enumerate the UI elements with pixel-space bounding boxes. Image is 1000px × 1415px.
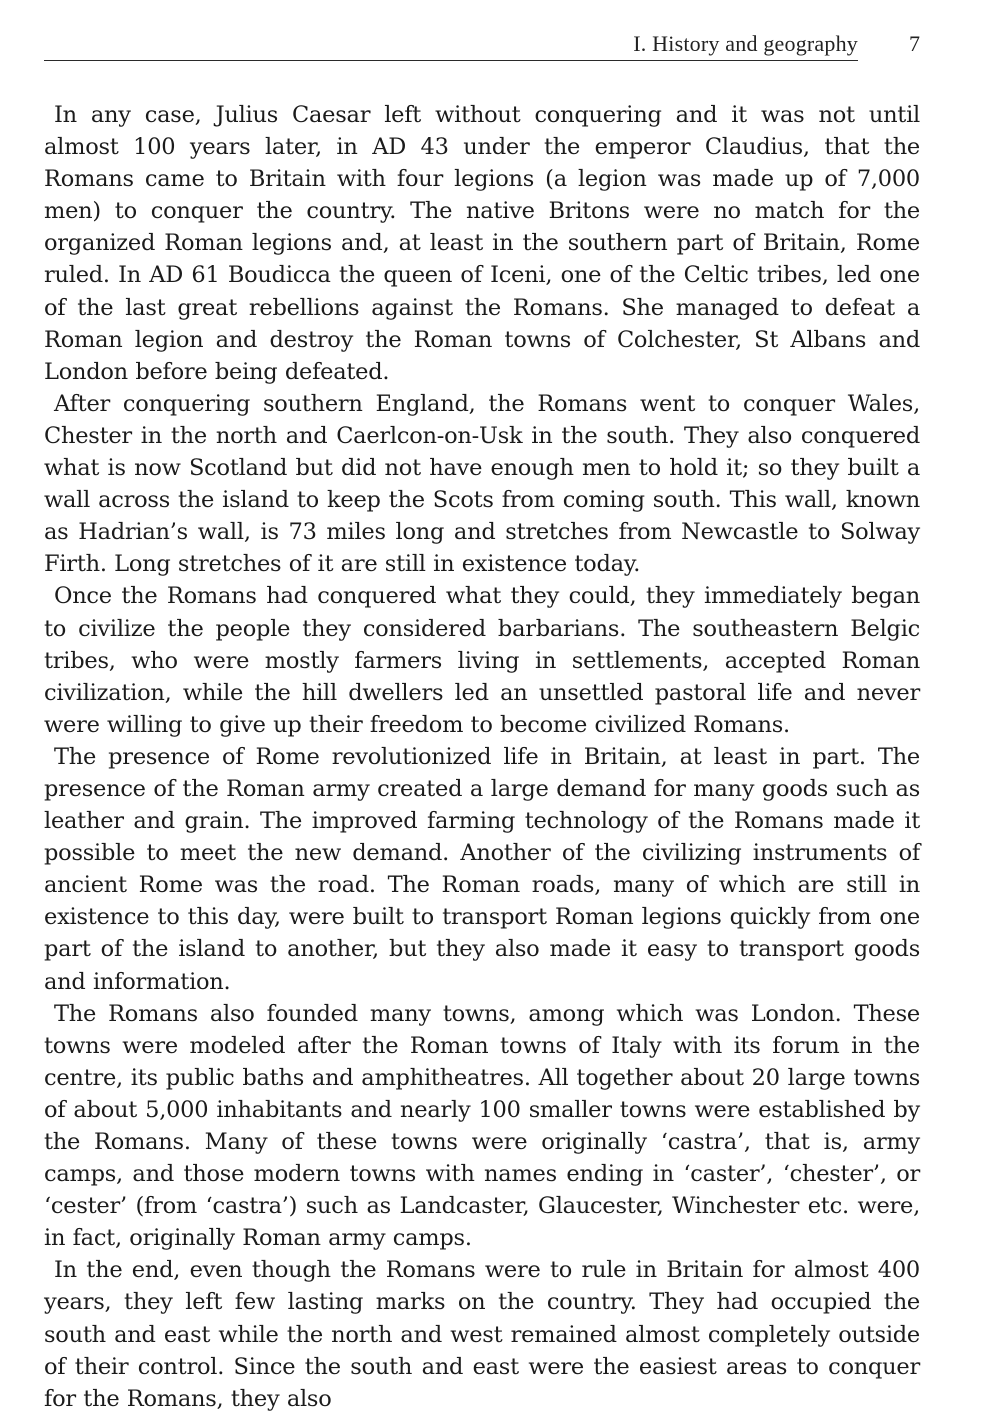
body-text (44, 99, 920, 1415)
running-header (44, 30, 920, 66)
paragraph-roman-conquest: In any case, Julius Caesar left without conquering and it was not until almost 100 years later, in AD 43 under the emperor Claudius, that the Romans came to Britain with four legions (a legion was made up of 7,000 men) to conquer the country. The native Britons were no match for the organized Roman legions and, at least in the southern part of Britain, Rome ruled. In AD 61 Boudicca the queen of Iceni, one of the Celtic tribes, led one of the last great rebellions against the Romans. She managed to defeat a Roman legion and destroy the Roman towns of Colchester, St Albans and London before being defeated. (44, 102, 920, 385)
paragraph-civilizing-britons: Once the Romans had conquered what they could, they immediately began to civilize the people they considered barbarians. The southeastern Belgic tribes, who were mostly farmers living in settlements, accepted Roman civilization, while the hill dwellers led an unsettled pastoral life and never were willing to give up their freedom to become civilized Romans. (44, 583, 920, 738)
page-number: 7 (909, 31, 920, 56)
running-title: I. History and geography (633, 31, 858, 56)
paragraph-roman-presence: The presence of Rome revolutionized life in Britain, at least in part. The presence of the Roman army created a large demand for many goods such as leather and grain. The improved farming technology of the Romans made it possible to meet the new demand. Another of the civilizing instruments of ancient Rome was the road. The Roman roads, many of which are still in existence to this day, were built to transport Roman legions quickly from one part of the island to another, but they also made it easy to transport goods and information. (44, 743, 920, 995)
paragraph-roman-towns: The Romans also founded many towns, among which was London. These towns were modeled after the Roman towns of Italy with its forum in the centre, its public baths and amphitheatres. All together about 20 large towns of about 5,000 inhabitants and nearly 100 smaller towns were established by the Romans. Many of these towns were originally ‘castra’, that is, army camps, and those modern towns with names ending in ‘caster’, ‘chester’, or ‘cester’ (from ‘castra’) such as Landcaster, Glaucester, Winchester etc. were, in fact, originally Roman army camps. (44, 1000, 920, 1252)
paragraph-lasting-marks: In the end, even though the Romans were to rule in Britain for almost 400 years, they left few lasting marks on the country. They had occupied the south and east while the north and west remained almost completely outside of their control. Since the south and east were the easiest areas to conquer for the Romans, they also (44, 1257, 920, 1412)
header-rule (44, 60, 858, 61)
paragraph-hadrians-wall: After conquering southern England, the Romans went to conquer Wales, Chester in the north and Caerlcon-on-Usk in the south. They also conquered what is now Scotland but did not have enough men to hold it; so they built a wall across the island to keep the Scots from coming south. This wall, known as Hadrian’s wall, is 73 miles long and stretches from Newcastle to Solway Firth. Long stretches of it are still in existence today. (44, 390, 920, 578)
